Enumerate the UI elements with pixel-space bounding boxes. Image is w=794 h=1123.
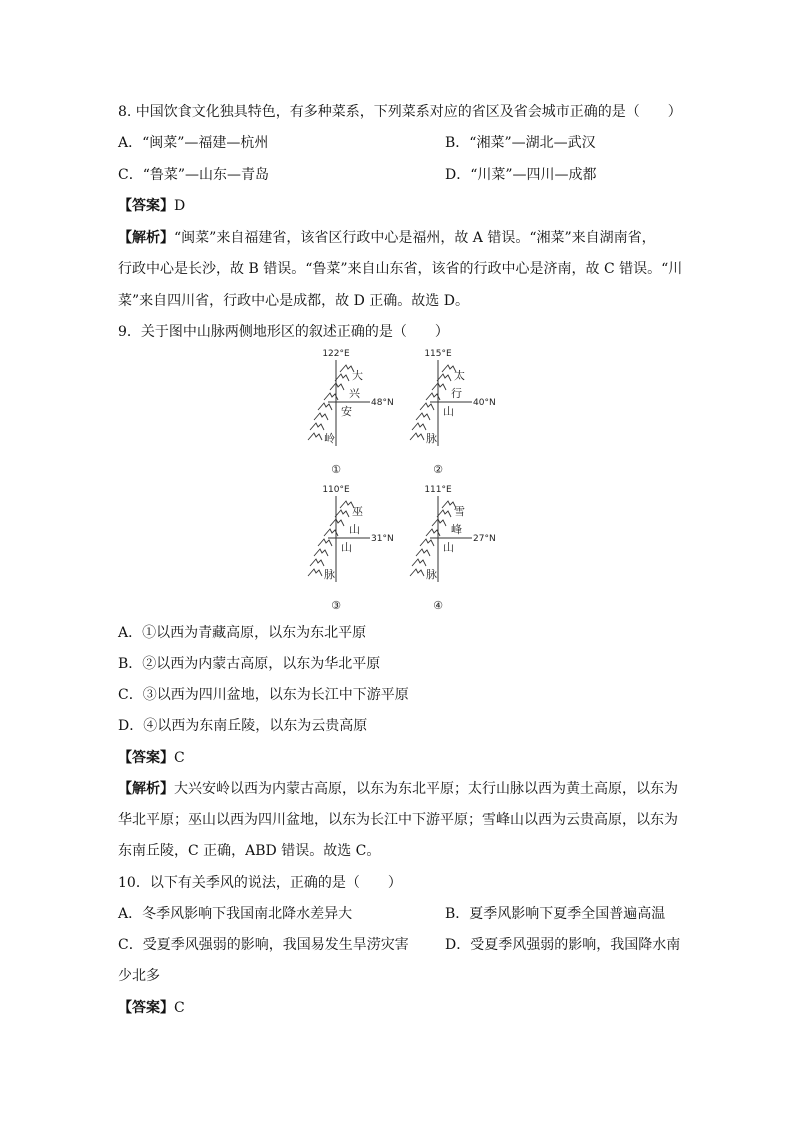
map-4-xuefeng	[398, 482, 498, 614]
answer-label: 【答案】	[118, 1000, 174, 1016]
answer-label: 【答案】	[118, 750, 174, 766]
answer-value: D	[174, 198, 186, 214]
q8-option-d: D．“川菜”—四川—成都	[445, 167, 597, 183]
q9-analysis-line-1	[118, 779, 678, 799]
q10-stem: 10．以下有关季风的说法，正确的是（ ）	[118, 875, 402, 891]
analysis-text: 大兴安岭以西为内蒙古高原，以东为东北平原；太行山脉以西为黄土高原，以东为	[174, 781, 678, 797]
q8-option-a: A．“闽菜”—福建—杭州	[118, 135, 269, 151]
map-diagram-svg	[398, 482, 498, 614]
q9-stem: 9．关于图中山脉两侧地形区的叙述正确的是（ ）	[118, 324, 449, 340]
mountain-symbol	[420, 403, 434, 410]
q10-answer	[118, 998, 185, 1018]
mountain-symbol	[318, 403, 332, 410]
mountain-symbol	[310, 423, 324, 430]
q9-option-a: A．①以西为青藏高原，以东为东北平原	[118, 625, 367, 641]
range-name-char: 太	[454, 369, 465, 382]
q9-analysis-line-3: 东南丘陵，C 正确，ABD 错误。故选 C。	[118, 843, 381, 859]
mountain-symbol	[412, 559, 426, 566]
mountain-symbol	[416, 549, 430, 556]
range-name-char: 兴	[349, 387, 360, 400]
q8-analysis-line-1	[118, 228, 656, 248]
map-caption: ④	[433, 599, 443, 612]
mountain-symbol	[410, 569, 424, 576]
map-3-wushan	[296, 482, 396, 614]
answer-label: 【答案】	[118, 198, 174, 214]
latitude-label: 27°N	[473, 534, 496, 544]
q9-analysis-line-2: 华北平原；巫山以西为四川盆地，以东为长江中下游平原；雪峰山以西为云贵高原，以东为	[118, 812, 678, 828]
mountain-symbol	[335, 374, 349, 381]
range-name-char: 山	[349, 523, 360, 536]
q8-option-b: B．“湘菜”—湖北—武汉	[445, 135, 596, 151]
mountain-symbol	[437, 510, 451, 517]
q9-option-c: C．③以西为四川盆地，以东为长江中下游平原	[118, 687, 409, 703]
answer-value: C	[174, 750, 185, 766]
longitude-label: 122°E	[322, 349, 350, 359]
mountain-symbol	[410, 433, 424, 440]
range-name-char: 岭	[324, 432, 335, 445]
longitude-label: 115°E	[424, 349, 452, 359]
range-name-char: 脉	[324, 568, 335, 581]
mountain-symbol	[314, 413, 328, 420]
mountain-symbol	[412, 423, 426, 430]
range-name-char: 巫	[352, 505, 363, 518]
latitude-label: 40°N	[473, 398, 496, 408]
range-name-char: 山	[341, 541, 352, 554]
mountain-symbol	[432, 383, 446, 390]
mountain-symbol	[420, 539, 434, 546]
range-name-char: 山	[443, 541, 454, 554]
mountain-symbol	[437, 374, 451, 381]
q8-analysis-line-3: 菜”来自四川省，行政中心是成都，故 D 正确。故选 D。	[118, 293, 469, 309]
mountain-symbol	[308, 569, 322, 576]
mountain-symbol	[432, 519, 446, 526]
q8-option-c: C．“鲁菜”—山东—青岛	[118, 167, 270, 183]
q10-option-b: B．夏季风影响下夏季全国普遍高温	[445, 906, 666, 922]
map-diagram-svg	[296, 482, 396, 614]
map-2-taihang	[398, 346, 498, 478]
range-name-char: 安	[341, 405, 352, 418]
mountain-symbol	[318, 539, 332, 546]
mountain-symbol	[416, 413, 430, 420]
analysis-label: 【解析】	[118, 230, 174, 246]
latitude-label: 31°N	[371, 534, 394, 544]
q9-option-d: D．④以西为东南丘陵，以东为云贵高原	[118, 718, 368, 734]
range-name-char: 峰	[451, 523, 462, 536]
analysis-text: “闽菜”来自福建省，该省区行政中心是福州，故 A 错误。“湘菜”来自湖南省，	[174, 230, 656, 246]
q10-option-d: D．受夏季风强弱的影响，我国降水南	[445, 937, 681, 953]
mountain-symbol	[335, 510, 349, 517]
q8-stem: 8. 中国饮食文化独具特色，有多种菜系，下列菜系对应的省区及省会城市正确的是（ ）	[118, 104, 682, 120]
q8-answer	[118, 196, 185, 216]
mountain-symbol	[330, 519, 344, 526]
mountain-symbol	[310, 559, 324, 566]
range-name-char: 雪	[454, 505, 465, 518]
mountain-symbol	[330, 383, 344, 390]
longitude-label: 111°E	[424, 485, 452, 495]
range-name-char: 大	[352, 369, 363, 382]
map-diagram-svg	[296, 346, 396, 478]
mountain-symbol	[314, 549, 328, 556]
q9-answer	[118, 748, 185, 768]
q10-option-c: C．受夏季风强弱的影响，我国易发生旱涝灾害	[118, 937, 409, 953]
q9-option-b: B．②以西为内蒙古高原，以东为华北平原	[118, 656, 381, 672]
q10-option-d-continued: 少北多	[118, 968, 160, 984]
map-diagram-svg	[398, 346, 498, 478]
map-caption: ①	[331, 463, 341, 476]
answer-value: C	[174, 1000, 185, 1016]
latitude-label: 48°N	[371, 398, 394, 408]
map-caption: ③	[331, 599, 341, 612]
longitude-label: 110°E	[322, 485, 350, 495]
range-name-char: 脉	[426, 432, 437, 445]
map-caption: ②	[433, 463, 443, 476]
range-name-char: 山	[443, 405, 454, 418]
analysis-label: 【解析】	[118, 781, 174, 797]
range-name-char: 脉	[426, 568, 437, 581]
range-name-char: 行	[451, 387, 462, 400]
map-1-greater-khingan	[296, 346, 396, 478]
q10-option-a: A．冬季风影响下我国南北降水差异大	[118, 906, 353, 922]
q8-analysis-line-2: 行政中心是长沙，故 B 错误。“鲁菜”来自山东省，该省的行政中心是济南，故 C 错误。“川	[118, 261, 683, 277]
mountain-symbol	[308, 433, 322, 440]
